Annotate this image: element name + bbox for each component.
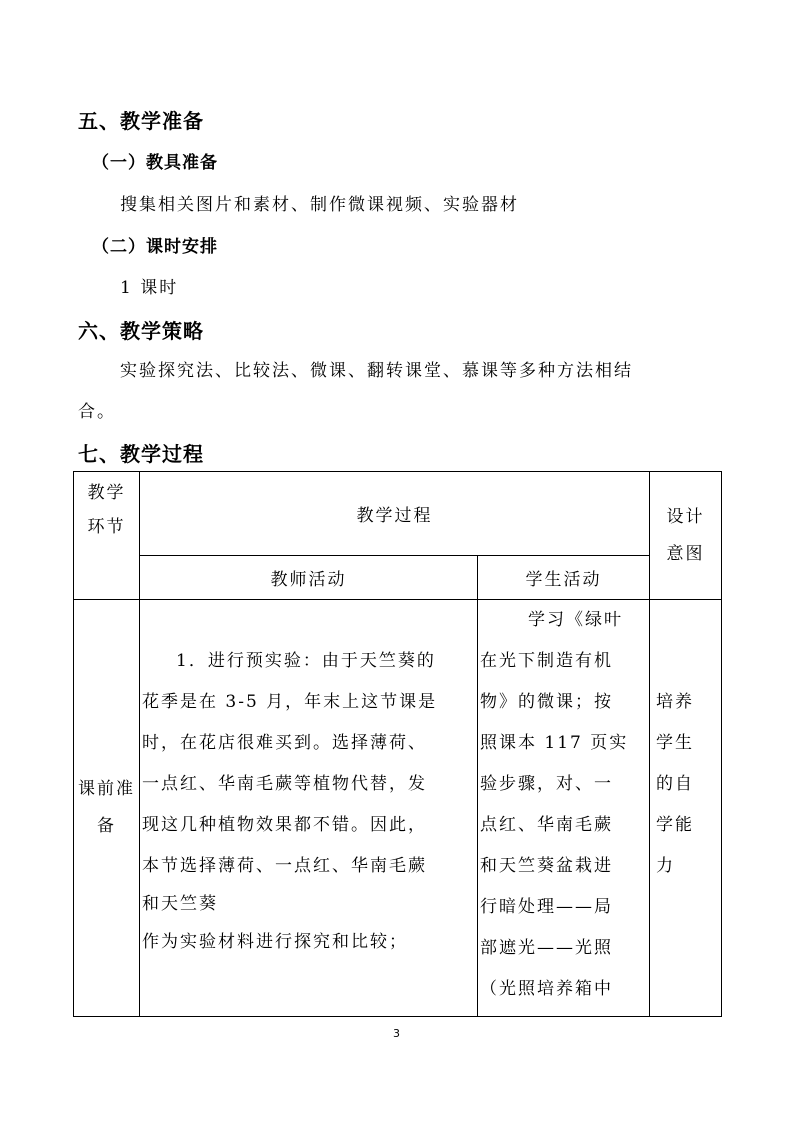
teacher-activity-line: 花季是在 3-5 月，年末上这节课是 <box>142 692 438 712</box>
design-intent-line: 力 <box>656 856 675 876</box>
row-stage-line1: 课前准 <box>78 779 135 799</box>
student-activity-line: 在光下制造有机 <box>480 651 613 671</box>
teacher-activity-line: 时，在花店很难买到。选择薄荷、 <box>142 733 427 753</box>
subsection-heading-schedule: （二）课时安排 <box>92 237 218 257</box>
teaching-aids-text: 搜集相关图片和素材、制作微课视频、实验器材 <box>120 195 519 215</box>
student-activity-line: 照课本 117 页实 <box>480 733 629 753</box>
design-intent-cell <box>650 600 722 1017</box>
strategy-text-line1: 实验探究法、比较法、微课、翻转课堂、慕课等多种方法相结 <box>120 361 633 381</box>
student-activity-line: 部遮光——光照 <box>480 938 613 958</box>
header-student: 学生活动 <box>478 556 650 600</box>
teacher-activity-line: 作为实验材料进行探究和比较； <box>142 932 408 952</box>
student-activity-line: 和天竺葵盆栽进 <box>480 856 613 876</box>
section-heading-7: 七、教学过程 <box>78 442 204 466</box>
student-activity-line: 学习《绿叶 <box>528 610 623 630</box>
design-intent-line: 学能 <box>656 815 694 835</box>
page-number: 3 <box>393 1027 400 1040</box>
design-intent-line: 学生 <box>656 733 694 753</box>
teacher-activity-cell <box>140 600 478 1017</box>
student-activity-line: 物》的微课；按 <box>480 692 613 712</box>
header-design-line2: 意图 <box>666 543 705 564</box>
schedule-text: 1 课时 <box>120 278 179 298</box>
student-activity-line: 行暗处理——局 <box>480 897 613 917</box>
teacher-activity-line: 现这几种植物效果都不错。因此， <box>142 815 427 835</box>
section-heading-6: 六、教学策略 <box>78 319 204 343</box>
design-intent-line: 的自 <box>656 774 694 794</box>
header-design-line1: 设计 <box>666 506 705 527</box>
header-process: 教学过程 <box>140 472 650 556</box>
header-design <box>650 472 722 600</box>
row-stage-line2: 备 <box>97 816 116 836</box>
header-stage-line2: 环节 <box>87 517 126 537</box>
header-stage <box>74 472 140 600</box>
student-activity-line: 验步骤，对、一 <box>480 774 613 794</box>
student-activity-line: 点红、华南毛蕨 <box>480 815 613 835</box>
header-teacher: 教师活动 <box>140 556 478 600</box>
section-heading-5: 五、教学准备 <box>78 109 204 133</box>
teacher-activity-line: 和天竺葵 <box>142 894 218 914</box>
lesson-process-table <box>73 471 722 1017</box>
subsection-heading-teaching-aids: （一）教具准备 <box>92 153 218 173</box>
teacher-activity-line: 一点红、华南毛蕨等植物代替，发 <box>142 774 427 794</box>
student-activity-line: （光照培养箱中 <box>480 979 613 999</box>
teacher-activity-line: 本节选择薄荷、一点红、华南毛蕨 <box>142 856 427 876</box>
strategy-text-line2: 合。 <box>78 402 116 422</box>
design-intent-line: 培养 <box>656 692 694 712</box>
header-stage-line1: 教学 <box>87 483 126 503</box>
student-activity-cell <box>478 600 650 1017</box>
teacher-activity-line: 1．进行预实验：由于天竺葵的 <box>176 651 436 671</box>
row-stage <box>74 600 140 1017</box>
